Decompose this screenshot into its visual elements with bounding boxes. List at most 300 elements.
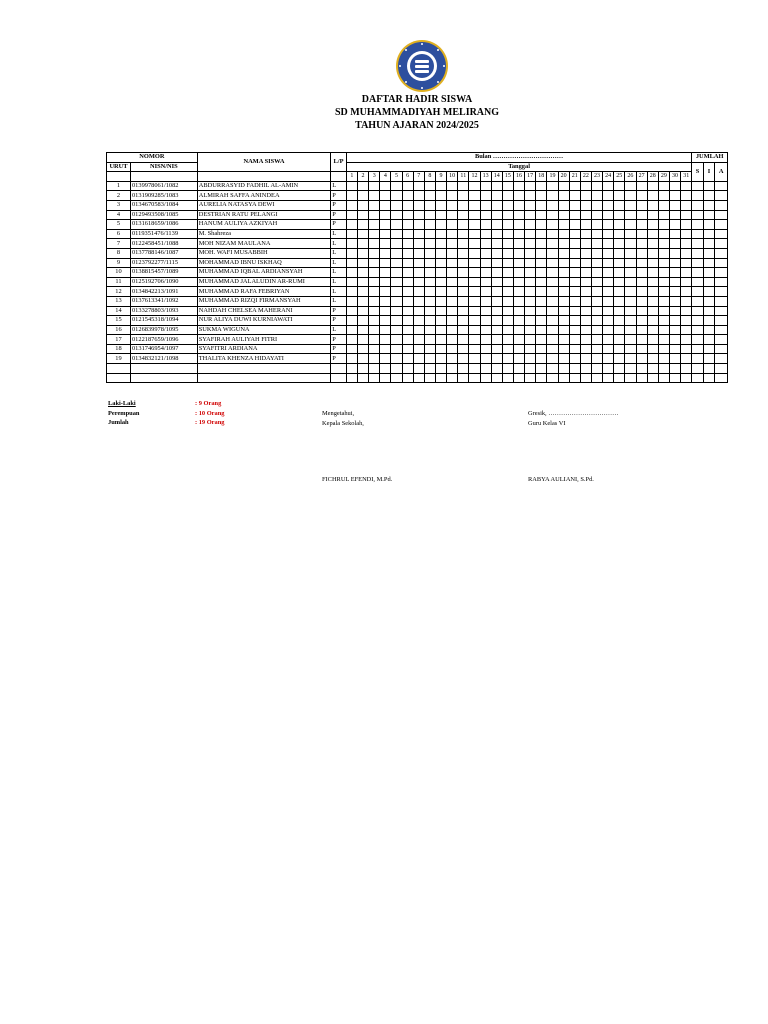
- day-header: 30: [669, 172, 680, 182]
- attendance-cell: [447, 277, 458, 287]
- count-s-cell: [692, 354, 703, 364]
- attendance-cell: [357, 200, 368, 210]
- count-a-cell: [715, 316, 728, 326]
- attendance-cell: [469, 344, 480, 354]
- attendance-cell: [424, 268, 435, 278]
- attendance-cell: [391, 268, 402, 278]
- attendance-cell: [424, 229, 435, 239]
- attendance-cell: [380, 373, 391, 383]
- row-name: SUKMA WIGUNA: [197, 325, 330, 335]
- attendance-cell: [636, 258, 647, 268]
- attendance-cell: [558, 287, 569, 297]
- attendance-cell: [580, 373, 591, 383]
- attendance-cell: [625, 248, 636, 258]
- attendance-cell: [346, 287, 357, 297]
- attendance-cell: [569, 181, 580, 191]
- attendance-cell: [435, 364, 446, 374]
- attendance-cell: [647, 220, 658, 230]
- attendance-cell: [458, 344, 469, 354]
- attendance-cell: [569, 287, 580, 297]
- attendance-cell: [636, 220, 647, 230]
- attendance-cell: [380, 191, 391, 201]
- day-header: 4: [380, 172, 391, 182]
- attendance-cell: [402, 200, 413, 210]
- day-header: 14: [491, 172, 502, 182]
- row-name: MUHAMMAD RAFA FEBRIYAN: [197, 287, 330, 297]
- attendance-cell: [458, 277, 469, 287]
- table-row: [107, 325, 728, 335]
- lp-header: L/P: [331, 153, 347, 172]
- attendance-cell: [458, 354, 469, 364]
- attendance-cell: [402, 287, 413, 297]
- attendance-cell: [614, 344, 625, 354]
- attendance-cell: [447, 191, 458, 201]
- attendance-cell: [413, 229, 424, 239]
- attendance-cell: [669, 287, 680, 297]
- attendance-cell: [625, 325, 636, 335]
- attendance-cell: [558, 268, 569, 278]
- attendance-cell: [458, 210, 469, 220]
- attendance-cell: [536, 248, 547, 258]
- attendance-cell: [591, 296, 602, 306]
- attendance-cell: [491, 277, 502, 287]
- attendance-cell: [369, 268, 380, 278]
- attendance-cell: [447, 210, 458, 220]
- attendance-cell: [636, 306, 647, 316]
- attendance-cell: [380, 335, 391, 345]
- attendance-cell: [491, 268, 502, 278]
- attendance-cell: [614, 364, 625, 374]
- tanggal-header: Tanggal: [346, 162, 691, 172]
- attendance-cell: [480, 316, 491, 326]
- row-nisn: 0138815457/1089: [130, 268, 197, 278]
- attendance-cell: [435, 325, 446, 335]
- row-nisn: 0125192706/1090: [130, 277, 197, 287]
- attendance-cell: [346, 306, 357, 316]
- attendance-cell: [636, 268, 647, 278]
- attendance-cell: [658, 191, 669, 201]
- table-row: [107, 248, 728, 258]
- attendance-cell: [413, 258, 424, 268]
- attendance-cell: [447, 200, 458, 210]
- attendance-cell: [402, 325, 413, 335]
- attendance-cell: [369, 210, 380, 220]
- attendance-cell: [536, 373, 547, 383]
- attendance-cell: [357, 306, 368, 316]
- attendance-cell: [480, 325, 491, 335]
- table-row: [107, 210, 728, 220]
- day-header: 8: [424, 172, 435, 182]
- attendance-cell: [603, 364, 614, 374]
- attendance-cell: [369, 277, 380, 287]
- attendance-cell: [447, 296, 458, 306]
- attendance-cell: [513, 316, 524, 326]
- attendance-cell: [380, 354, 391, 364]
- attendance-cell: [636, 373, 647, 383]
- attendance-cell: [502, 181, 513, 191]
- teacher-title: Guru Kelas VI: [528, 420, 566, 427]
- attendance-cell: [580, 316, 591, 326]
- attendance-cell: [547, 335, 558, 345]
- attendance-cell: [458, 287, 469, 297]
- attendance-cell: [658, 258, 669, 268]
- attendance-cell: [536, 354, 547, 364]
- attendance-cell: [580, 210, 591, 220]
- count-s-cell: [692, 220, 703, 230]
- attendance-cell: [591, 181, 602, 191]
- count-i-cell: [703, 364, 714, 374]
- attendance-cell: [424, 344, 435, 354]
- attendance-cell: [536, 287, 547, 297]
- row-name: SYAFIRAH AULIYAH FITRI: [197, 335, 330, 345]
- day-header: 24: [603, 172, 614, 182]
- count-i-cell: [703, 296, 714, 306]
- row-name: MUHAMMAD JALALUDIN AR-RUMI: [197, 277, 330, 287]
- attendance-cell: [647, 344, 658, 354]
- count-a-cell: [715, 344, 728, 354]
- attendance-cell: [569, 229, 580, 239]
- nomor-header: NOMOR: [107, 153, 198, 163]
- attendance-cell: [391, 344, 402, 354]
- school-year: TAHUN AJARAN 2024/2025: [355, 120, 479, 131]
- day-header: 21: [569, 172, 580, 182]
- attendance-cell: [491, 296, 502, 306]
- attendance-cell: [502, 248, 513, 258]
- attendance-cell: [513, 191, 524, 201]
- attendance-cell: [491, 258, 502, 268]
- count-s-cell: [692, 200, 703, 210]
- attendance-cell: [681, 344, 692, 354]
- attendance-cell: [614, 306, 625, 316]
- attendance-cell: [681, 325, 692, 335]
- attendance-cell: [591, 316, 602, 326]
- attendance-cell: [603, 316, 614, 326]
- attendance-cell: [591, 268, 602, 278]
- attendance-cell: [458, 248, 469, 258]
- count-s-cell: [692, 364, 703, 374]
- attendance-cell: [547, 258, 558, 268]
- attendance-cell: [346, 268, 357, 278]
- attendance-cell: [413, 296, 424, 306]
- attendance-cell: [669, 364, 680, 374]
- attendance-cell: [525, 268, 536, 278]
- attendance-cell: [435, 229, 446, 239]
- attendance-cell: [413, 220, 424, 230]
- attendance-cell: [636, 191, 647, 201]
- attendance-cell: [603, 248, 614, 258]
- attendance-cell: [558, 354, 569, 364]
- attendance-cell: [558, 335, 569, 345]
- day-header: 9: [435, 172, 446, 182]
- table-row: [107, 335, 728, 345]
- attendance-cell: [502, 335, 513, 345]
- count-i-cell: [703, 354, 714, 364]
- attendance-cell: [625, 200, 636, 210]
- row-lp: P: [331, 210, 347, 220]
- attendance-cell: [580, 229, 591, 239]
- attendance-cell: [636, 364, 647, 374]
- attendance-cell: [558, 344, 569, 354]
- count-a-cell: [715, 373, 728, 383]
- attendance-cell: [647, 373, 658, 383]
- attendance-cell: [380, 364, 391, 374]
- attendance-cell: [413, 344, 424, 354]
- attendance-cell: [458, 229, 469, 239]
- attendance-cell: [502, 277, 513, 287]
- attendance-cell: [569, 248, 580, 258]
- attendance-cell: [658, 268, 669, 278]
- count-a-cell: [715, 191, 728, 201]
- attendance-cell: [346, 258, 357, 268]
- attendance-cell: [558, 200, 569, 210]
- attendance-cell: [480, 248, 491, 258]
- attendance-cell: [413, 268, 424, 278]
- count-a-cell: [715, 248, 728, 258]
- attendance-cell: [447, 306, 458, 316]
- attendance-cell: [603, 277, 614, 287]
- table-row: [107, 287, 728, 297]
- attendance-cell: [547, 354, 558, 364]
- attendance-cell: [458, 268, 469, 278]
- attendance-cell: [669, 335, 680, 345]
- attendance-cell: [424, 287, 435, 297]
- attendance-cell: [536, 364, 547, 374]
- attendance-cell: [391, 316, 402, 326]
- row-name: NUR ALIYA DUWI KURNIAWATI: [197, 316, 330, 326]
- attendance-cell: [580, 335, 591, 345]
- jumlah-header: JUMLAH: [692, 153, 728, 163]
- count-s-cell: [692, 373, 703, 383]
- attendance-cell: [558, 239, 569, 249]
- attendance-cell: [513, 181, 524, 191]
- attendance-cell: [536, 258, 547, 268]
- attendance-cell: [502, 344, 513, 354]
- count-i-cell: [703, 287, 714, 297]
- attendance-cell: [636, 354, 647, 364]
- attendance-cell: [525, 248, 536, 258]
- attendance-cell: [413, 325, 424, 335]
- attendance-cell: [580, 364, 591, 374]
- day-header: 28: [647, 172, 658, 182]
- attendance-cell: [558, 373, 569, 383]
- attendance-cell: [491, 373, 502, 383]
- attendance-cell: [536, 239, 547, 249]
- attendance-cell: [681, 239, 692, 249]
- attendance-cell: [614, 287, 625, 297]
- attendance-cell: [413, 200, 424, 210]
- attendance-cell: [346, 344, 357, 354]
- attendance-cell: [424, 220, 435, 230]
- attendance-cell: [380, 277, 391, 287]
- attendance-cell: [669, 210, 680, 220]
- attendance-cell: [435, 220, 446, 230]
- attendance-cell: [513, 296, 524, 306]
- attendance-cell: [647, 258, 658, 268]
- attendance-cell: [647, 364, 658, 374]
- attendance-cell: [402, 268, 413, 278]
- attendance-cell: [380, 287, 391, 297]
- attendance-cell: [658, 239, 669, 249]
- attendance-cell: [413, 287, 424, 297]
- day-header: 22: [580, 172, 591, 182]
- attendance-cell: [569, 325, 580, 335]
- attendance-cell: [458, 306, 469, 316]
- attendance-cell: [413, 239, 424, 249]
- attendance-cell: [636, 200, 647, 210]
- row-number: 18: [107, 344, 131, 354]
- attendance-cell: [603, 354, 614, 364]
- attendance-cell: [391, 229, 402, 239]
- attendance-cell: [424, 258, 435, 268]
- attendance-cell: [647, 296, 658, 306]
- attendance-cell: [480, 210, 491, 220]
- attendance-cell: [558, 210, 569, 220]
- attendance-cell: [591, 344, 602, 354]
- attendance-cell: [480, 354, 491, 364]
- count-i-cell: [703, 373, 714, 383]
- attendance-cell: [558, 296, 569, 306]
- attendance-cell: [447, 344, 458, 354]
- attendance-cell: [647, 277, 658, 287]
- attendance-cell: [447, 258, 458, 268]
- attendance-cell: [658, 364, 669, 374]
- attendance-cell: [525, 229, 536, 239]
- attendance-cell: [413, 181, 424, 191]
- attendance-cell: [547, 306, 558, 316]
- row-nisn: 0121545318/1094: [130, 316, 197, 326]
- attendance-cell: [380, 239, 391, 249]
- attendance-cell: [525, 306, 536, 316]
- row-nisn: [130, 364, 197, 374]
- attendance-cell: [502, 316, 513, 326]
- row-name: [197, 373, 330, 383]
- attendance-cell: [681, 335, 692, 345]
- attendance-cell: [636, 287, 647, 297]
- attendance-cell: [569, 210, 580, 220]
- attendance-cell: [558, 181, 569, 191]
- attendance-cell: [681, 287, 692, 297]
- attendance-cell: [669, 296, 680, 306]
- count-i-cell: [703, 239, 714, 249]
- row-lp: L: [331, 287, 347, 297]
- attendance-cell: [402, 191, 413, 201]
- attendance-cell: [413, 191, 424, 201]
- count-s-cell: [692, 325, 703, 335]
- attendance-cell: [369, 200, 380, 210]
- table-row: [107, 277, 728, 287]
- attendance-cell: [469, 248, 480, 258]
- attendance-cell: [357, 239, 368, 249]
- attendance-cell: [435, 181, 446, 191]
- attendance-cell: [569, 335, 580, 345]
- attendance-cell: [658, 306, 669, 316]
- attendance-cell: [603, 200, 614, 210]
- row-number: 12: [107, 287, 131, 297]
- row-nisn: 0133278803/1093: [130, 306, 197, 316]
- attendance-cell: [380, 220, 391, 230]
- attendance-cell: [614, 239, 625, 249]
- attendance-cell: [580, 248, 591, 258]
- attendance-cell: [458, 335, 469, 345]
- attendance-cell: [681, 296, 692, 306]
- count-s-cell: [692, 296, 703, 306]
- attendance-cell: [658, 248, 669, 258]
- attendance-cell: [413, 316, 424, 326]
- count-s-cell: [692, 335, 703, 345]
- teacher-name: RABYA AULIANI, S.Pd.: [528, 476, 594, 483]
- attendance-cell: [480, 191, 491, 201]
- attendance-cell: [536, 296, 547, 306]
- attendance-cell: [525, 200, 536, 210]
- attendance-cell: [547, 325, 558, 335]
- row-number: 1: [107, 181, 131, 191]
- day-header: 15: [502, 172, 513, 182]
- attendance-cell: [525, 277, 536, 287]
- attendance-cell: [658, 344, 669, 354]
- attendance-cell: [580, 258, 591, 268]
- table-row: [107, 200, 728, 210]
- attendance-cell: [625, 210, 636, 220]
- attendance-cell: [391, 364, 402, 374]
- row-nisn: 0131746954/1097: [130, 344, 197, 354]
- attendance-cell: [369, 229, 380, 239]
- attendance-cell: [424, 239, 435, 249]
- attendance-cell: [681, 210, 692, 220]
- attendance-cell: [547, 210, 558, 220]
- attendance-cell: [580, 306, 591, 316]
- attendance-cell: [536, 316, 547, 326]
- attendance-cell: [614, 277, 625, 287]
- attendance-cell: [525, 220, 536, 230]
- attendance-cell: [480, 364, 491, 374]
- attendance-cell: [424, 354, 435, 364]
- day-header: 18: [536, 172, 547, 182]
- attendance-cell: [369, 306, 380, 316]
- day-header: 10: [447, 172, 458, 182]
- attendance-cell: [369, 325, 380, 335]
- attendance-cell: [513, 373, 524, 383]
- attendance-cell: [669, 268, 680, 278]
- attendance-cell: [380, 268, 391, 278]
- attendance-cell: [357, 181, 368, 191]
- attendance-cell: [658, 210, 669, 220]
- attendance-cell: [558, 364, 569, 374]
- attendance-cell: [491, 325, 502, 335]
- attendance-cell: [402, 229, 413, 239]
- attendance-cell: [603, 229, 614, 239]
- day-header: 27: [636, 172, 647, 182]
- attendance-cell: [636, 316, 647, 326]
- attendance-cell: [625, 287, 636, 297]
- attendance-cell: [580, 191, 591, 201]
- principal-name: FICHRUL EFENDI, M.Pd.: [322, 476, 393, 483]
- attendance-cell: [435, 306, 446, 316]
- attendance-cell: [480, 335, 491, 345]
- acknowledge-text: Mengetahui,: [322, 410, 355, 417]
- attendance-cell: [402, 181, 413, 191]
- attendance-cell: [469, 306, 480, 316]
- attendance-cell: [603, 287, 614, 297]
- day-header: 20: [558, 172, 569, 182]
- attendance-cell: [369, 373, 380, 383]
- attendance-cell: [547, 373, 558, 383]
- attendance-cell: [346, 210, 357, 220]
- attendance-cell: [625, 296, 636, 306]
- attendance-cell: [614, 268, 625, 278]
- attendance-cell: [380, 210, 391, 220]
- attendance-cell: [591, 287, 602, 297]
- attendance-cell: [513, 258, 524, 268]
